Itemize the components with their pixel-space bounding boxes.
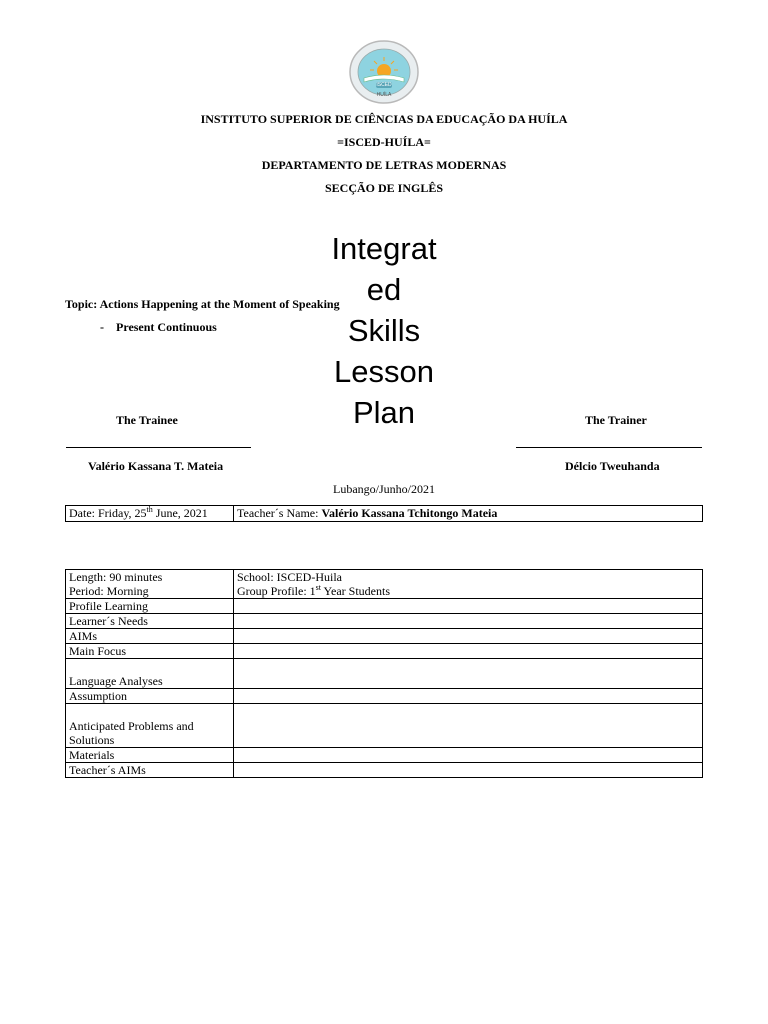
institution-name: INSTITUTO SUPERIOR DE CIÊNCIAS DA EDUCAÇÃO DA HUÍLA	[200, 112, 568, 126]
logo-text-center: ISCED	[376, 82, 392, 88]
length-text: Length: 90 minutes	[69, 570, 163, 584]
table-row	[66, 659, 703, 689]
trainee-signature-line	[66, 447, 251, 448]
teacher-label: Teacher´s Name:	[237, 506, 322, 520]
table-row	[66, 570, 703, 599]
row-label: Materials	[66, 748, 234, 763]
trainee-name: Valério Kassana T. Mateia	[88, 459, 224, 473]
table-row	[66, 748, 703, 763]
title-line: Skills	[347, 313, 421, 348]
department-name: DEPARTAMENTO DE LETRAS MODERNAS	[261, 158, 507, 172]
topic-sub-item: Present Continuous	[116, 320, 217, 334]
group-prefix: Group Profile: 1	[237, 584, 316, 598]
row-label: Language Analyses	[66, 659, 234, 689]
row-value	[234, 629, 703, 644]
logo-text-bottom: HUÍLA	[376, 92, 392, 98]
lesson-plan-title	[314, 228, 454, 433]
group-suffix: Year Students	[321, 584, 391, 598]
row-value	[234, 763, 703, 778]
period-text: Period: Morning	[69, 584, 149, 598]
table-row	[66, 689, 703, 704]
row-value	[234, 614, 703, 629]
row-label: Assumption	[66, 689, 234, 704]
date-cell	[66, 506, 234, 522]
title-line: Integrat	[331, 231, 437, 266]
topic-bullet: -	[100, 320, 104, 334]
teacher-name: Valério Kassana Tchitongo Mateia	[321, 506, 498, 520]
date-prefix: Date: Friday, 25	[69, 506, 147, 520]
table-row	[66, 763, 703, 778]
topic-line: Topic: Actions Happening at the Moment of Speaking	[65, 297, 340, 311]
table-row	[66, 704, 703, 748]
plan-table	[65, 569, 703, 778]
teacher-cell	[234, 506, 703, 522]
row-label: Teacher´s AIMs	[66, 763, 234, 778]
row-value	[234, 748, 703, 763]
info-table	[65, 505, 703, 522]
school-group-cell	[234, 570, 703, 599]
school-text: School: ISCED-Huila	[237, 570, 342, 584]
row-label: Learner´s Needs	[66, 614, 234, 629]
table-row	[66, 614, 703, 629]
institution-acronym: =ISCED-HUÍLA=	[337, 135, 431, 149]
title-line: ed	[366, 272, 402, 307]
title-line: Lesson	[334, 354, 434, 389]
row-value	[234, 599, 703, 614]
row-value	[234, 659, 703, 689]
trainer-signature-line	[516, 447, 702, 448]
row-value	[234, 644, 703, 659]
table-row	[66, 506, 703, 522]
date-sup: th	[146, 505, 153, 514]
section-name: SECÇÃO DE INGLÊS	[324, 181, 444, 195]
row-label: AIMs	[66, 629, 234, 644]
trainee-label: The Trainee	[116, 413, 178, 427]
row-label: Main Focus	[66, 644, 234, 659]
group-sup: st	[315, 583, 321, 592]
row-value	[234, 704, 703, 748]
group-profile-text	[237, 584, 699, 598]
row-label: Profile Learning	[66, 599, 234, 614]
table-row	[66, 629, 703, 644]
title-line: Plan	[352, 395, 416, 430]
date-suffix: June, 2021	[152, 506, 208, 520]
table-row	[66, 599, 703, 614]
table-row	[66, 644, 703, 659]
trainer-name: Délcio Tweuhanda	[565, 459, 660, 473]
length-period-cell	[66, 570, 234, 599]
place-date: Lubango/Junho/2021	[333, 482, 435, 496]
trainer-label: The Trainer	[585, 413, 647, 427]
row-label: Anticipated Problems and Solutions	[66, 704, 234, 748]
row-value	[234, 689, 703, 704]
